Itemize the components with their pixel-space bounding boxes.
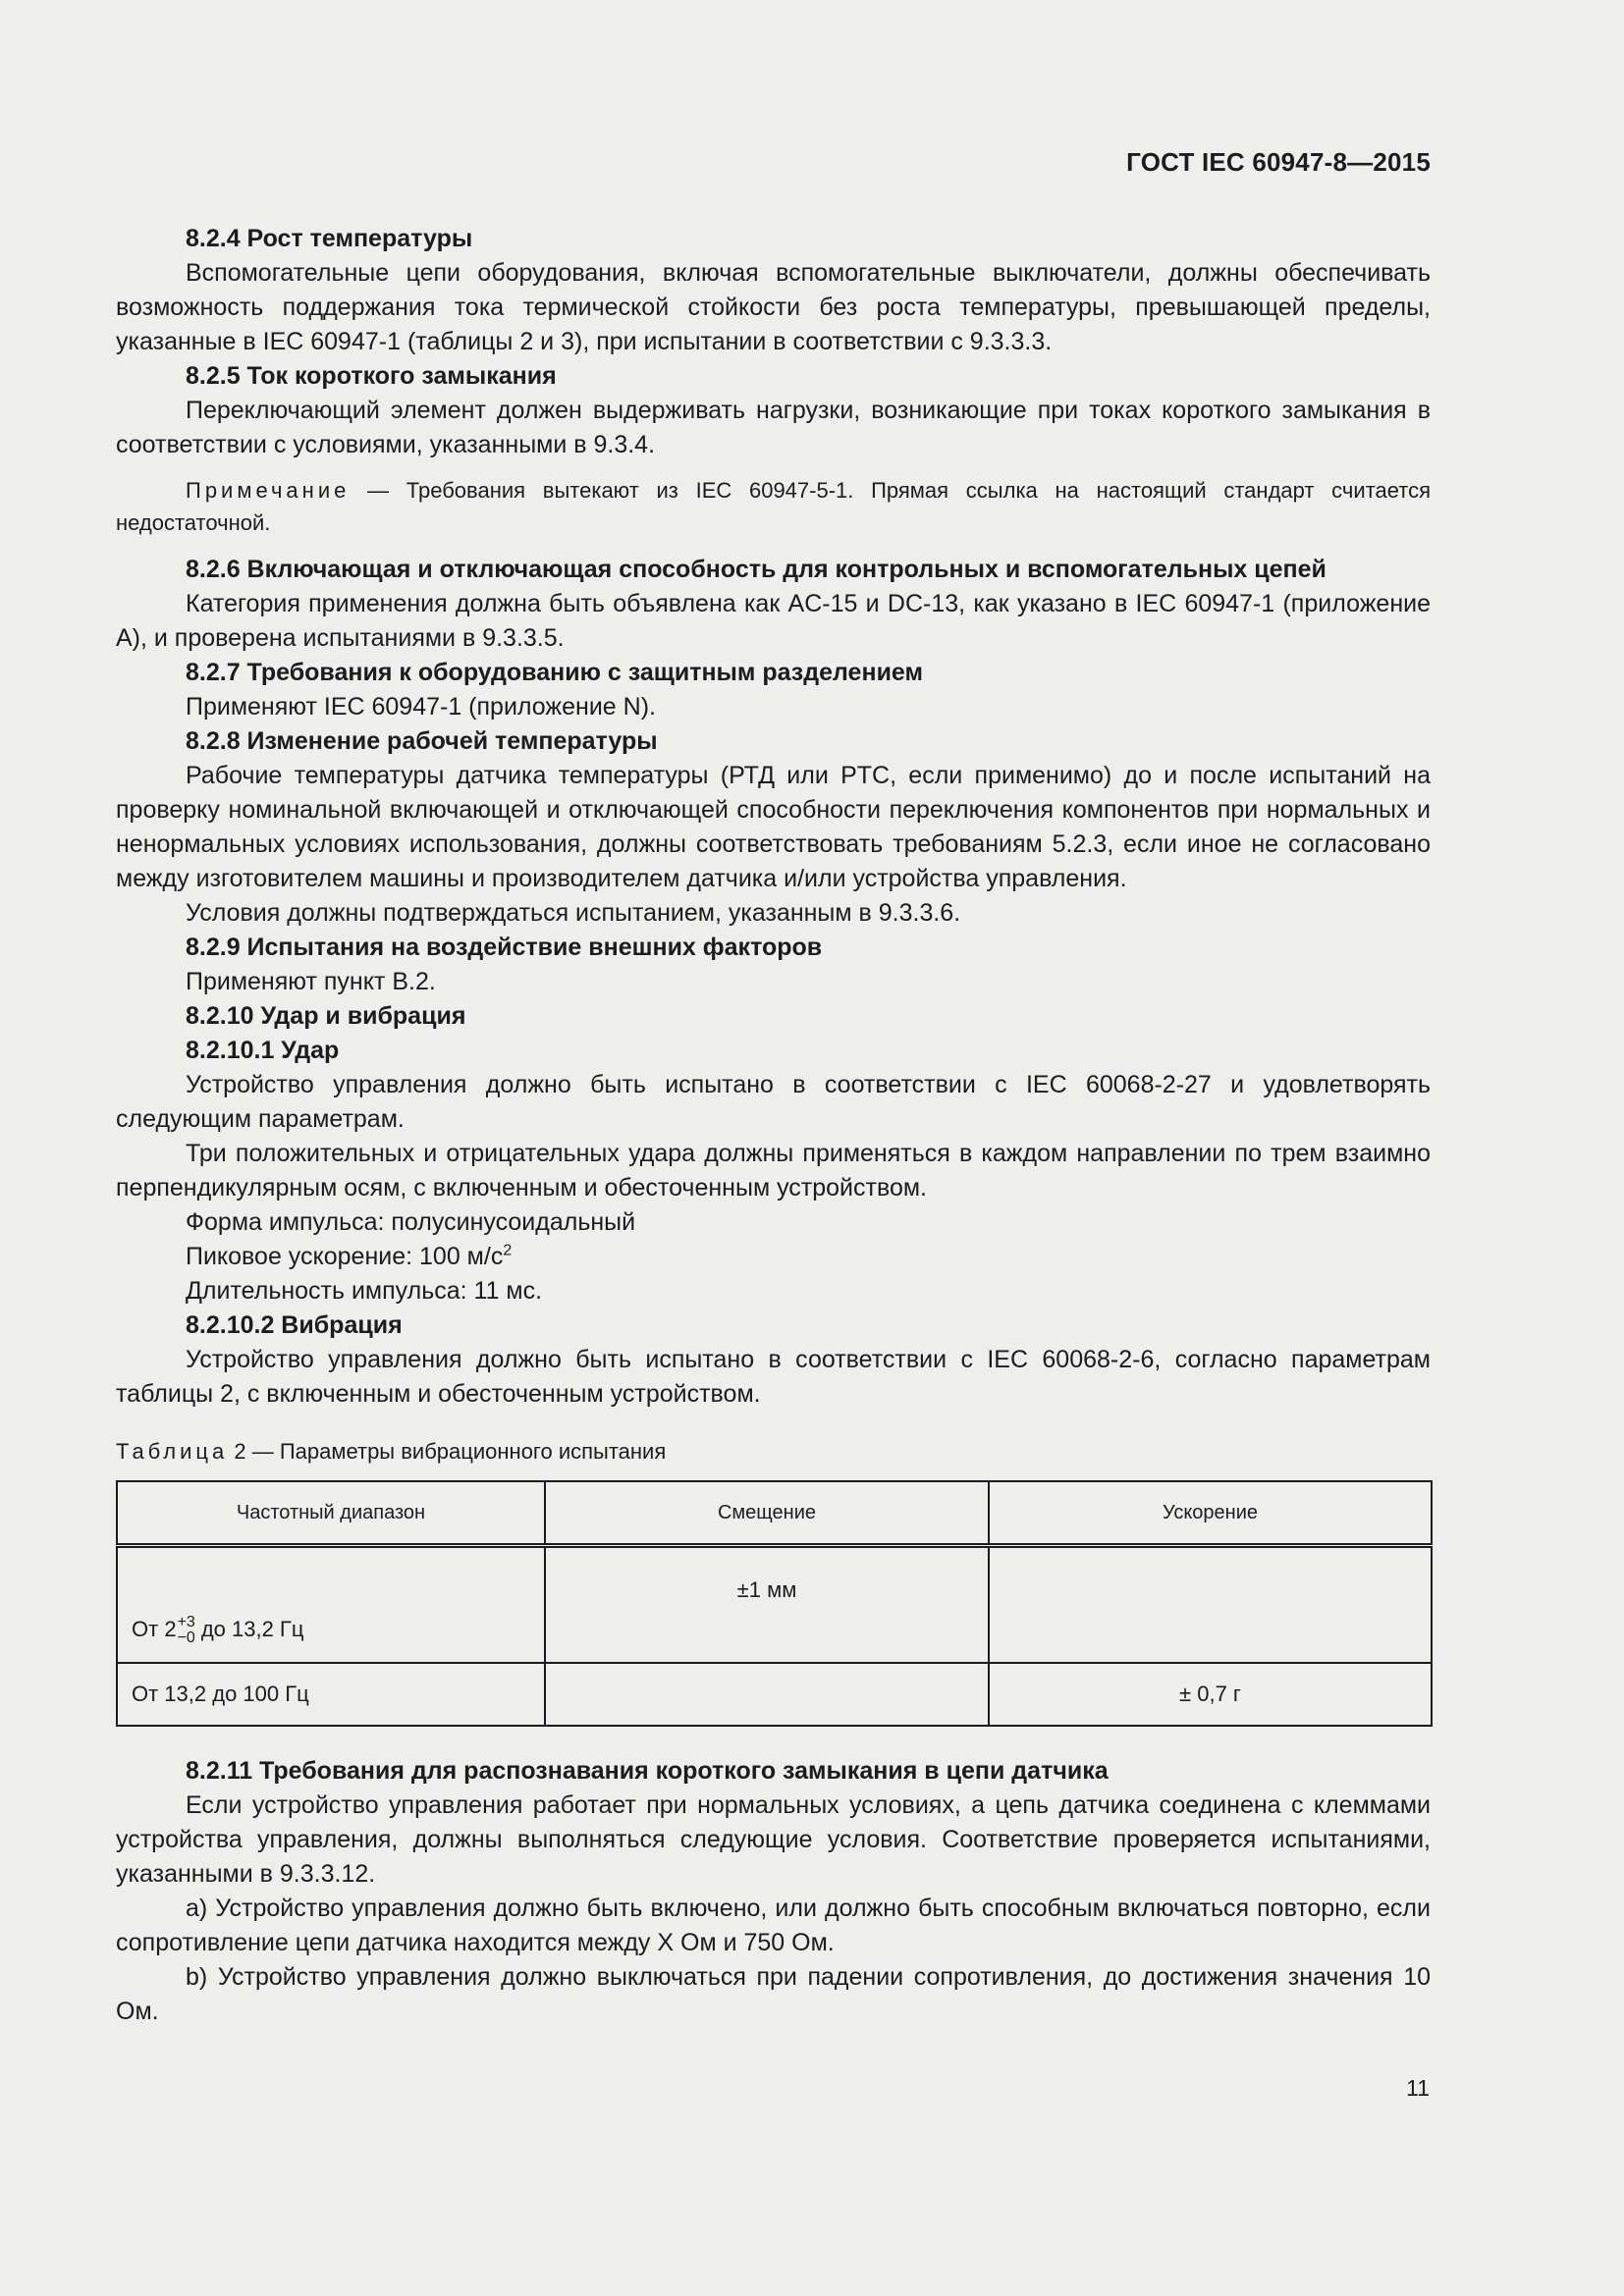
table-caption-text: 2 — Параметры вибрационного испытания bbox=[228, 1439, 667, 1464]
table-header-cell: Смещение bbox=[545, 1481, 989, 1546]
page-number: 11 bbox=[1406, 2075, 1430, 2101]
table-cell-acceleration bbox=[989, 1546, 1432, 1664]
table-header-row bbox=[117, 1481, 1432, 1546]
section-heading-8-2-10-1: 8.2.10.1 Удар bbox=[186, 1037, 340, 1064]
list-item: b) Устройство управления должно выключаться при падении сопротивления, до достижения значения 10 Ом. bbox=[116, 1963, 1431, 2025]
paragraph: Устройство управления должно быть испытано в соответствии с IEC 60068-2-6, согласно параметрам таблицы 2, с включенным и обесточенным устройством. bbox=[116, 1346, 1431, 1408]
paragraph: Категория применения должна быть объявлена как AC-15 и DC-13, как указано в IEC 60947-1 (приложение A), и проверена испытаниями в 9.3.3.5. bbox=[116, 590, 1431, 652]
peak-acceleration-exponent: 2 bbox=[503, 1242, 513, 1259]
freq-prefix: От bbox=[132, 1616, 165, 1641]
section-heading-8-2-10-2: 8.2.10.2 Вибрация bbox=[186, 1311, 403, 1339]
section-heading-8-2-7: 8.2.7 Требования к оборудованию с защитным разделением bbox=[186, 659, 924, 686]
paragraph: Три положительных и отрицательных удара должны применяться в каждом направлении по трем взаимно перпендикулярным осям, с включенным и обесточенным устройством. bbox=[116, 1140, 1431, 1201]
list-item: a) Устройство управления должно быть включено, или должно быть способным включаться повторно, если сопротивление цепи датчика находится между X Ом и 750 Ом. bbox=[116, 1895, 1431, 1956]
paragraph: Переключающий элемент должен выдерживать нагрузки, возникающие при токах короткого замыкания в соответствии с условиями, указанными в 9.3.4. bbox=[116, 397, 1431, 458]
tolerance-minus: −0 bbox=[177, 1629, 195, 1646]
pulse-shape: Форма импульса: полусинусоидальный bbox=[186, 1208, 636, 1236]
paragraph: Применяют пункт B.2. bbox=[186, 968, 436, 995]
section-heading-8-2-4: 8.2.4 Рост температуры bbox=[186, 225, 473, 252]
section-heading-8-2-5: 8.2.5 Ток короткого замыкания bbox=[186, 362, 557, 390]
section-heading-8-2-11: 8.2.11 Требования для распознавания короткого замыкания в цепи датчика bbox=[186, 1757, 1109, 1785]
tolerance-plus: +3 bbox=[177, 1614, 195, 1630]
table-caption bbox=[116, 1437, 1431, 1467]
paragraph: Рабочие температуры датчика температуры (РТД или PTC, если применимо) до и после испытаний на проверку номинальной включающей и отключающей способности переключения компонентов при нормальных и ненормальных условиях использования, должны соответствовать требованиям 5.2.3, если иное не согласовано между изготовителем машины и производителем датчика и/или устройства управления. bbox=[116, 762, 1431, 892]
note-label: Примечание bbox=[186, 478, 351, 503]
vibration-table bbox=[116, 1480, 1433, 1727]
table-cell-displacement bbox=[545, 1663, 989, 1726]
section-heading-8-2-10: 8.2.10 Удар и вибрация bbox=[186, 1002, 466, 1030]
table-cell-displacement: ±1 мм bbox=[545, 1546, 989, 1664]
table-cell-acceleration: ± 0,7 г bbox=[989, 1663, 1432, 1726]
table-cell-frequency bbox=[117, 1546, 545, 1664]
note bbox=[116, 474, 1431, 539]
section-heading-8-2-9: 8.2.9 Испытания на воздействие внешних факторов bbox=[186, 934, 823, 961]
table-header-cell: Частотный диапазон bbox=[117, 1481, 545, 1546]
document-code: ГОСТ IEC 60947-8—2015 bbox=[1126, 147, 1431, 177]
peak-acceleration bbox=[116, 1240, 1431, 1274]
freq-suffix: до 13,2 Гц bbox=[200, 1616, 304, 1641]
paragraph: Если устройство управления работает при нормальных условиях, а цепь датчика соединена с клеммами устройства управления, должны выполняться следующие условия. Соответствие проверяется испытаниями, указанными в 9.3.3.12. bbox=[116, 1791, 1431, 1888]
freq-base: 2 bbox=[164, 1616, 177, 1641]
paragraph: Условия должны подтверждаться испытанием, указанным в 9.3.3.6. bbox=[186, 899, 961, 927]
table-row bbox=[117, 1663, 1432, 1726]
table-row bbox=[117, 1546, 1432, 1664]
paragraph: Устройство управления должно быть испытано в соответствии с IEC 60068-2-27 и удовлетворять следующим параметрам. bbox=[116, 1071, 1431, 1133]
section-heading-8-2-6: 8.2.6 Включающая и отключающая способность для контрольных и вспомогательных цепей bbox=[186, 556, 1326, 583]
page-content bbox=[116, 222, 1431, 2029]
paragraph: Применяют IEC 60947-1 (приложение N). bbox=[186, 693, 656, 721]
note-text: — Требования вытекают из IEC 60947-5-1. Прямая ссылка на настоящий стандарт считается недостаточной. bbox=[116, 478, 1431, 535]
table-caption-label: Таблица bbox=[116, 1439, 229, 1464]
section-heading-8-2-8: 8.2.8 Изменение рабочей температуры bbox=[186, 727, 658, 755]
table-cell-frequency: От 13,2 до 100 Гц bbox=[117, 1663, 545, 1726]
table-header-cell: Ускорение bbox=[989, 1481, 1432, 1546]
peak-acceleration-text: Пиковое ускорение: 100 м/с bbox=[186, 1243, 504, 1270]
paragraph: Вспомогательные цепи оборудования, включая вспомогательные выключатели, должны обеспечивать возможность поддержания тока термической стойкости без роста температуры, превышающей пределы, указанные в IEC 60947-1 (таблицы 2 и 3), при испытании в соответствии с 9.3.3.3. bbox=[116, 259, 1431, 355]
pulse-duration: Длительность импульса: 11 мс. bbox=[186, 1277, 543, 1305]
tolerance bbox=[178, 1615, 195, 1646]
